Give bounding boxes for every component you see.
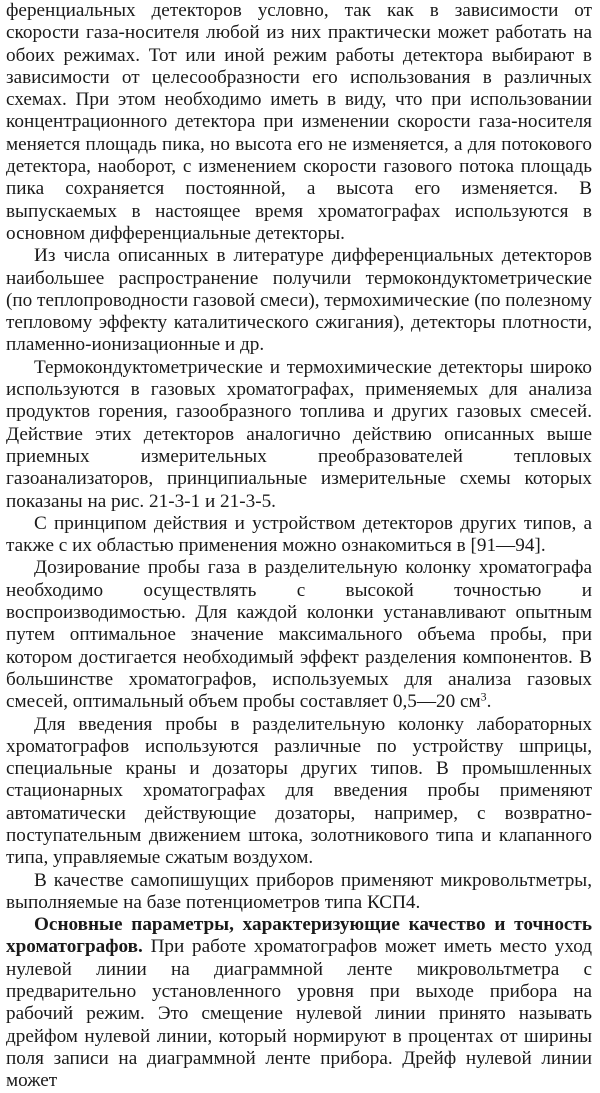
sample-dosing-text: Дозирование пробы газа в разделительную колонку хроматографа необходимо осуществлять с высокой точностью и воспроизводимостью. Для каждой колонки устанавливают опытным путем оптимальное значение максимального объема пробы, при котором достигается необходимый эффект разделения компонентов. В большинстве хроматографов, используемых для анализа газовых смесей, оптимальный объем пробы составляет 0,5—20 см <box>6 557 592 713</box>
document-page <box>6 0 592 1093</box>
paragraph-main-parameters <box>6 914 592 1092</box>
section-heading-inline: Основные параметры, характеризующие качество и точность хроматографов. <box>6 914 592 958</box>
paragraph-thermal-detectors: Термокондуктометрические и термохимические детекторы широко используются в газовых хроматографах, применяемых для анализа продуктов горения, газообразного топлива и других газовых смесей. Действие этих детекторов аналогично действию описанных выше приемных измерительных преобразователей тепловых газоанализаторов, принципиальные измерительные схемы которых показаны на рис. 21-3-1 и 21-3-5. <box>6 356 592 512</box>
sample-volume-unit-superscript: 3 <box>480 689 487 704</box>
paragraph-sample-dosing <box>6 557 592 713</box>
paragraph-sample-injection: Для введения пробы в разделительную колонку лабораторных хроматографов используются различные по устройству шприцы, специальные краны и дозаторы других типов. В промышленных стационарных хроматографах для введения пробы применяют автоматически действующие дозаторы, например, с возвратно-поступательным движением штока, золотникового типа и клапанного типа, управляемые сжатым воздухом. <box>6 713 592 869</box>
sample-dosing-tail: . <box>486 691 492 713</box>
paragraph-other-detectors: С принципом действия и устройством детекторов других типов, а также с их областью применения можно ознакомиться в [91—94]. <box>6 512 592 557</box>
paragraph-recorders: В качестве самопишущих приборов применяют микровольтметры, выполняемые на базе потенциометров типа КСП4. <box>6 869 592 913</box>
paragraph-differential-detectors: Из числа описанных в литературе дифференциальных детекторов наибольшее распространение получили термокондуктометрические (по теплопроводности газовой смеси), термохимические (по полезному тепловому эффекту каталитического сжигания), детекторы плотности, пламенно-ионизационные и др. <box>6 245 592 356</box>
main-parameters-text: При работе хроматографов может иметь место уход нулевой линии на диаграммной ленте микровольтметра с предварительно установленного уровня при выходе прибора на рабочий режим. Это смещение нулевой линии принято называть дрейфом нулевой линии, который нормируют в процентах от ширины поля записи на диаграммной ленте прибора. Дрейф нулевой линии может <box>6 936 592 1092</box>
paragraph-continuation: ференциальных детекторов условно, так как в зависимости от скорости газа-носителя любой из них практически может работать на обоих режимах. Тот или иной режим работы детектора выбирают в зависимости от целесообразности его использования в различных схемах. При этом необходимо иметь в виду, что при использовании концентрационного детектора при изменении скорости газа-носителя меняется площадь пика, но высота его не изменяется, а для потокового детектора, наоборот, с изменением скорости газового потока площадь пика сохраняется постоянной, а высота его изменяется. В выпускаемых в настоящее время хроматографах используются в основном дифференциальные детекторы. <box>6 0 592 244</box>
